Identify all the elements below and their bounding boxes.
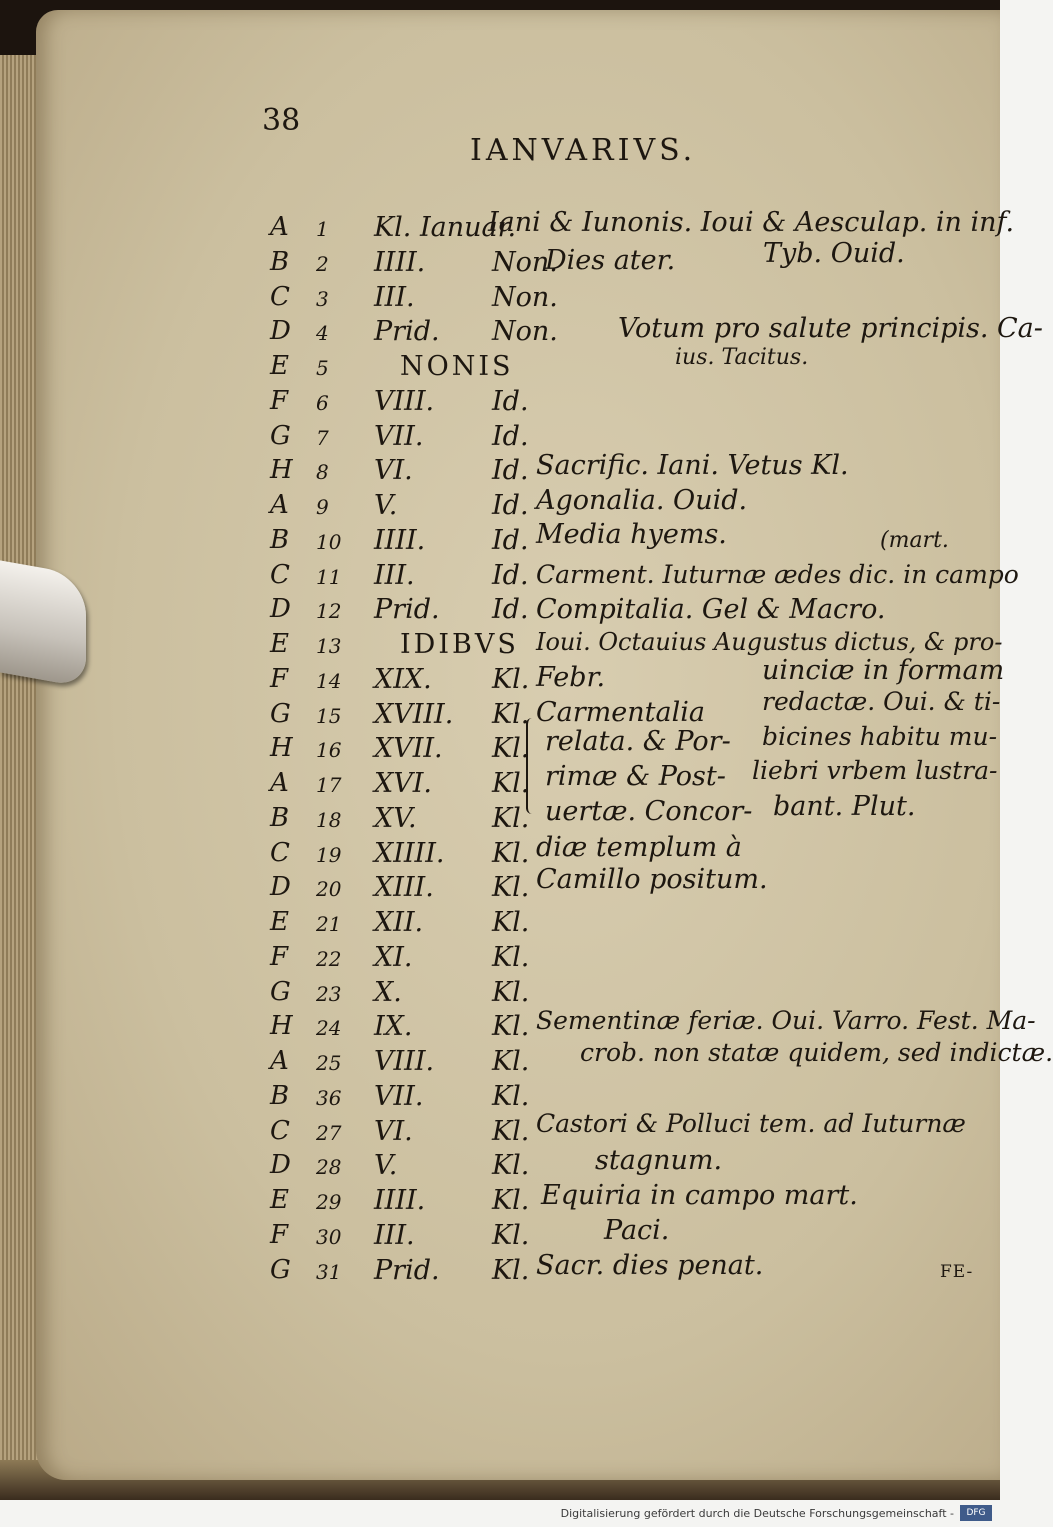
roman-date: Prid.: [374, 594, 440, 626]
dominical-letter: E: [270, 1185, 289, 1215]
roman-date: XII.: [374, 907, 424, 938]
note-day-13: Ioui. Octauius Augustus dictus, & pro-: [536, 628, 1003, 656]
date-reckoning: Id.: [492, 559, 529, 591]
calendar-row: [270, 909, 970, 943]
roman-date: VIII.: [374, 385, 435, 417]
day-number: 3: [316, 286, 329, 311]
note-day-30: Paci.: [604, 1215, 670, 1246]
dominical-letter: A: [270, 1046, 289, 1076]
note-day-15b: redactæ. Oui. & ti-: [762, 687, 1001, 716]
footer-bar: [0, 1500, 1000, 1527]
day-number: 29: [316, 1190, 342, 1214]
dominical-letter: F: [270, 941, 289, 972]
date-reckoning: Kl.: [492, 837, 530, 869]
note-day-20: Camillo positum.: [536, 864, 768, 895]
day-number: 36: [316, 1085, 342, 1110]
note-day-16: relata. & Por-: [545, 726, 731, 757]
day-number: 9: [316, 495, 329, 519]
dominical-letter: B: [270, 524, 290, 555]
calendar-row: [270, 353, 970, 387]
roman-date: Prid.: [374, 316, 440, 348]
day-number: 31: [316, 1259, 342, 1284]
day-number: 15: [316, 703, 342, 728]
note-day-14: Febr.: [536, 662, 606, 693]
calendar-row: [270, 941, 970, 978]
date-reckoning: Kl.: [492, 1011, 530, 1043]
note-day-10: Media hyems.: [536, 519, 727, 550]
roman-date: XV.: [374, 802, 417, 834]
note-day-24: Sementinæ feriæ. Oui. Varro. Fest. Ma-: [536, 1006, 1036, 1035]
dominical-letter: B: [270, 802, 290, 833]
day-number: 6: [316, 390, 329, 415]
dominical-letter: E: [270, 351, 289, 381]
dominical-letter: F: [270, 385, 289, 416]
roman-date: VII.: [374, 1080, 424, 1112]
roman-date: XVI.: [374, 768, 432, 799]
roman-date: III.: [374, 559, 415, 591]
date-reckoning: Kl.: [492, 941, 530, 973]
roman-date: IIII.: [374, 524, 426, 556]
day-number: 17: [316, 773, 342, 797]
day-number: 22: [316, 946, 342, 971]
day-number: 27: [316, 1120, 342, 1145]
note-day-2b: Tyb. Ouid.: [763, 238, 905, 269]
roman-date: XVII.: [374, 733, 443, 765]
date-reckoning: Kl.: [492, 1080, 530, 1112]
catchword: FE-: [940, 1262, 974, 1282]
day-number: 11: [316, 564, 342, 589]
roman-date: VI.: [374, 455, 413, 487]
day-number: 7: [316, 425, 329, 450]
page-number: 38: [262, 103, 301, 138]
month-title: IANVARIVS.: [470, 133, 697, 168]
calendar-row: [270, 385, 970, 422]
day-number: 2: [316, 251, 329, 276]
day-number: 28: [316, 1155, 342, 1180]
roman-date: VI.: [374, 1115, 413, 1147]
roman-date: IDIBVS: [400, 629, 519, 660]
dominical-letter: C: [270, 281, 290, 312]
roman-date: IX.: [374, 1011, 413, 1043]
day-number: 10: [316, 529, 342, 554]
note-day-12: Compitalia. Gel & Macro.: [536, 594, 886, 625]
day-number: 25: [316, 1051, 342, 1075]
date-reckoning: Kl.: [492, 1254, 530, 1286]
roman-date: IIII.: [374, 1185, 426, 1216]
day-number: 13: [316, 634, 342, 658]
date-reckoning: Non.: [492, 316, 558, 348]
dominical-letter: G: [270, 698, 291, 729]
date-reckoning: Id.: [492, 385, 529, 417]
note-day-11: Carment. Iuturnæ ædes dic. in campo: [536, 560, 1019, 589]
note-day-14b: uinciæ in formam: [762, 655, 1005, 686]
note-day-15: Carmentalia: [536, 697, 705, 728]
roman-date: IIII.: [374, 246, 426, 278]
note-bracket: [526, 718, 540, 814]
dominical-letter: E: [270, 907, 289, 937]
dominical-letter: D: [270, 1150, 291, 1181]
roman-date: X.: [374, 976, 402, 1008]
note-day-4: Votum pro salute principis. Ca-: [618, 313, 1043, 344]
day-number: 19: [316, 842, 342, 867]
dominical-letter: A: [270, 768, 289, 798]
footer-credit: Digitalisierung gefördert durch die Deutsche Forschungsgemeinschaft -: [560, 1507, 954, 1520]
dominical-letter: H: [270, 455, 293, 486]
dominical-letter: F: [270, 663, 289, 694]
dominical-letter: C: [270, 837, 290, 868]
date-reckoning: Non.: [492, 246, 558, 278]
date-reckoning: Kl.: [492, 1046, 530, 1077]
roman-date: Prid.: [374, 1254, 440, 1286]
day-number: 30: [316, 1224, 342, 1249]
roman-date: XIII.: [374, 872, 434, 904]
dominical-letter: H: [270, 1011, 293, 1042]
dominical-letter: B: [270, 246, 290, 277]
roman-date: XVIII.: [374, 698, 454, 730]
date-reckoning: Id.: [492, 490, 529, 521]
note-day-28: stagnum.: [595, 1145, 723, 1176]
note-day-2: Dies ater.: [545, 245, 676, 276]
date-reckoning: Kl.: [492, 872, 530, 904]
dominical-letter: G: [270, 420, 291, 451]
note-day-18b: bant. Plut.: [773, 791, 916, 822]
dominical-letter: A: [270, 212, 289, 242]
day-number: 4: [316, 321, 329, 346]
day-number: 16: [316, 738, 342, 763]
dominical-letter: D: [270, 594, 291, 625]
day-number: 23: [316, 981, 342, 1006]
day-number: 18: [316, 807, 342, 832]
roman-date: XIX.: [374, 663, 432, 695]
note-day-5: ius. Tacitus.: [675, 345, 809, 370]
date-reckoning: Kl.: [492, 907, 530, 938]
dominical-letter: C: [270, 559, 290, 590]
roman-date: III.: [374, 281, 415, 313]
day-number: 24: [316, 1016, 342, 1041]
day-number: 5: [316, 356, 329, 380]
note-day-17b: liebri vrbem lustra-: [752, 756, 998, 785]
note-day-16b: bicines habitu mu-: [762, 722, 998, 751]
date-reckoning: Kl.: [492, 802, 530, 834]
note-day-31: Sacr. dies penat.: [536, 1250, 764, 1281]
date-reckoning: Id.: [492, 594, 529, 626]
dominical-letter: B: [270, 1080, 290, 1111]
dfg-logo: DFG: [960, 1505, 992, 1521]
note-day-25: crob. non statæ quidem, sed indictæ.: [580, 1038, 1053, 1067]
day-number: 1: [316, 217, 329, 241]
date-reckoning: Non.: [492, 281, 558, 313]
date-reckoning: Kl.: [492, 768, 530, 799]
note-day-19: diæ templum à: [536, 832, 742, 863]
note-day-8: Sacrific. Iani. Vetus Kl.: [536, 450, 849, 481]
day-number: 8: [316, 460, 329, 485]
dominical-letter: D: [270, 316, 291, 347]
date-reckoning: Kl.: [492, 1150, 530, 1182]
note-day-17: rimæ & Post-: [545, 761, 726, 792]
date-reckoning: Kl.: [492, 663, 530, 695]
note-day-27: Castori & Polluci tem. ad Iuturnæ: [536, 1109, 966, 1138]
day-number: 12: [316, 599, 342, 624]
note-day-1: Iani & Iunonis. Ioui & Aesculap. in inf.: [488, 207, 1015, 238]
day-number: 14: [316, 668, 342, 693]
roman-date: V.: [374, 490, 398, 521]
date-reckoning: Kl.: [492, 733, 530, 765]
dominical-letter: G: [270, 1254, 291, 1285]
date-reckoning: Id.: [492, 524, 529, 556]
dominical-letter: D: [270, 872, 291, 903]
dominical-letter: C: [270, 1115, 290, 1146]
date-reckoning: Kl.: [492, 976, 530, 1008]
date-reckoning: Kl.: [492, 1185, 530, 1216]
roman-date: VII.: [374, 420, 424, 452]
date-reckoning: Kl.: [492, 1115, 530, 1147]
day-number: 20: [316, 877, 342, 902]
dominical-letter: H: [270, 733, 293, 764]
note-day-18: uertæ. Concor-: [545, 796, 753, 827]
day-number: 21: [316, 912, 342, 936]
roman-date: NONIS: [400, 351, 514, 382]
roman-date: XIIII.: [374, 837, 445, 869]
dominical-letter: E: [270, 629, 289, 659]
roman-date: Kl. Ianuar.: [374, 212, 517, 243]
date-reckoning: Kl.: [492, 698, 530, 730]
date-reckoning: Id.: [492, 420, 529, 452]
date-reckoning: Id.: [492, 455, 529, 487]
dominical-letter: A: [270, 490, 289, 520]
dominical-letter: G: [270, 976, 291, 1007]
roman-date: III.: [374, 1219, 415, 1251]
note-day-10b: (mart.: [880, 528, 949, 553]
note-day-29: Equiria in campo mart.: [541, 1180, 858, 1211]
roman-date: XI.: [374, 941, 413, 973]
dominical-letter: F: [270, 1219, 289, 1250]
roman-date: V.: [374, 1150, 398, 1182]
note-day-9: Agonalia. Ouid.: [536, 485, 748, 516]
roman-date: VIII.: [374, 1046, 435, 1077]
date-reckoning: Kl.: [492, 1219, 530, 1251]
